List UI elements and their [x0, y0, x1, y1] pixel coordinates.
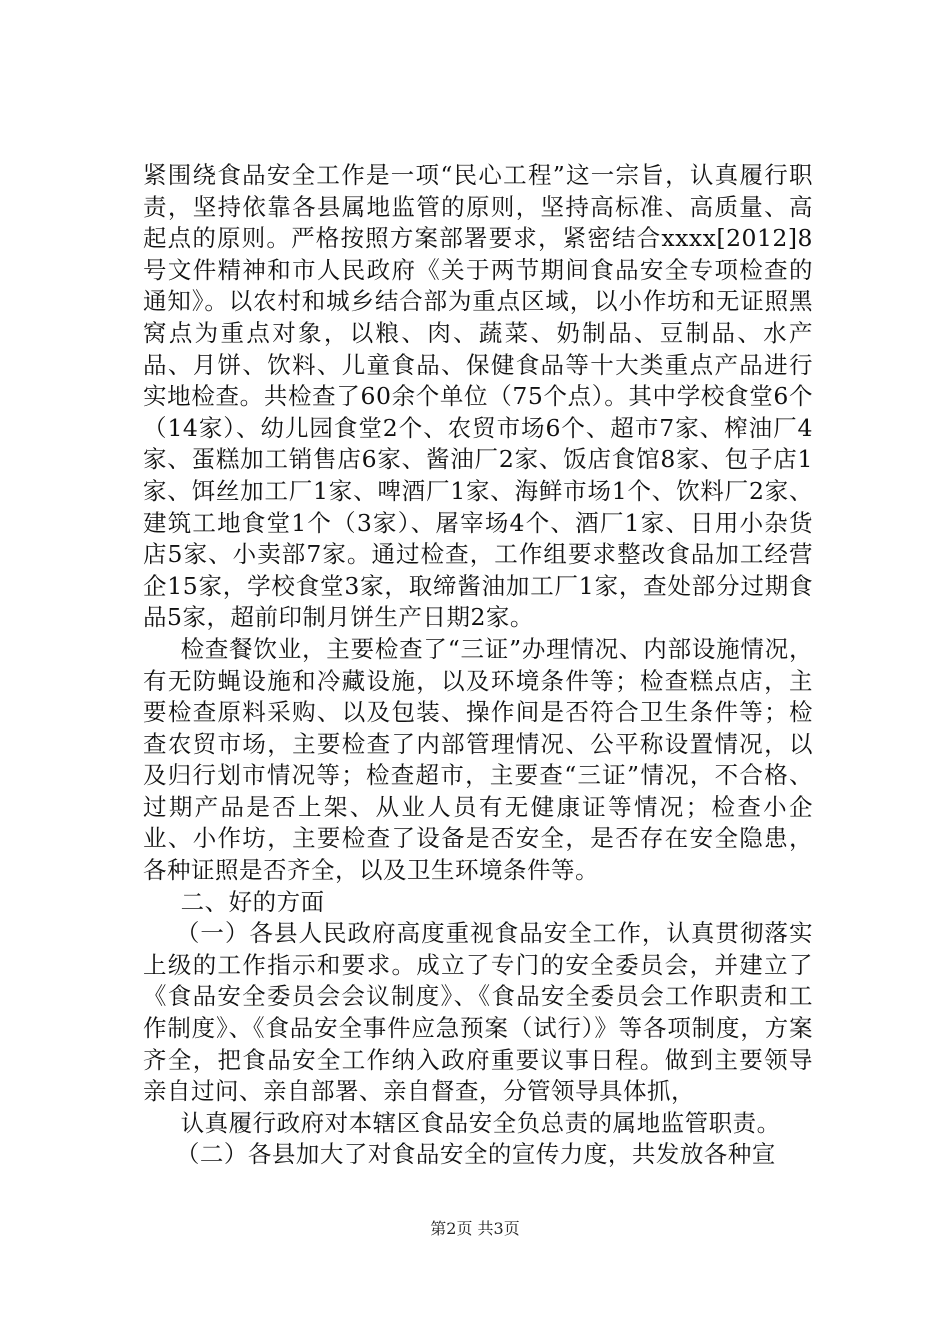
section-heading-good-aspects: 二、好的方面 — [180, 887, 325, 916]
paragraph-point-one: （一）各县人民政府高度重视食品安全工作，认真贯彻落实上级的工作指示和要求。成立了专门的安全委员会，并建立了《食品安全委员会会议制度》、《食品安全委员会工作职责和工作制度》、《食品安全事件应急预案（试行）》等各项制度，方案齐全，把食品安全工作纳入政府重要议事日程。做到主要领导亲自过问、亲自部署、亲自督查，分管领导具体抓， — [143, 919, 813, 1106]
paragraph-inspection-summary: 紧围绕食品安全工作是一项“民心工程”这一宗旨，认真履行职责，坚持依靠各县属地监管的原则，坚持高标准、高质量、高起点的原则。严格按照方案部署要求，紧密结合xxxx[2012]8号文件精神和市人民政府《关于两节期间食品安全专项检查的通知》。以农村和城乡结合部为重点区域，以小作坊和无证照黑窝点为重点对象，以粮、肉、蔬菜、奶制品、豆制品、水产品、月饼、饮料、儿童食品、保健食品等十大类重点产品进行实地检查。共检查了60余个单位（75个点）。其中学校食堂6个（14家）、幼儿园食堂2个、农贸市场6个、超市7家、榨油厂4家、蛋糕加工销售店6家、酱油厂2家、饭店食馆8家、包子店1家、饵丝加工厂1家、啤酒厂1家、海鲜市场1个、饮料厂2家、建筑工地食堂1个（3家）、屠宰场4个、酒厂1家、日用小杂货店5家、小卖部7家。通过检查，工作组要求整改食品加工经营企15家，学校食堂3家，取缔酱油加工厂1家，查处部分过期食品5家，超前印制月饼生产日期2家。 — [143, 161, 813, 632]
paragraph-point-two: （二）各县加大了对食品安全的宣传力度，共发放各种宣 — [175, 1140, 776, 1169]
paragraph-inspection-details: 检查餐饮业，主要检查了“三证”办理情况、内部设施情况，有无防蝇设施和冷藏设施，以及环境条件等；检查糕点店，主要检查原料采购、以及包装、操作间是否符合卫生条件等；检查农贸市场，主要检查了内部管理情况、公平称设置情况，以及归行划市情况等；检查超市，主要查“三证”情况，不合格、过期产品是否上架、从业人员有无健康证等情况；检查小企业、小作坊，主要检查了设备是否安全，是否存在安全隐患，各种证照是否齐全，以及卫生环境条件等。 — [143, 634, 813, 885]
document-body — [143, 160, 813, 1171]
page-footer: 第2页 共3页 — [430, 1219, 520, 1238]
paragraph-point-one-continued: 认真履行政府对本辖区食品安全负总责的属地监管职责。 — [180, 1108, 781, 1137]
